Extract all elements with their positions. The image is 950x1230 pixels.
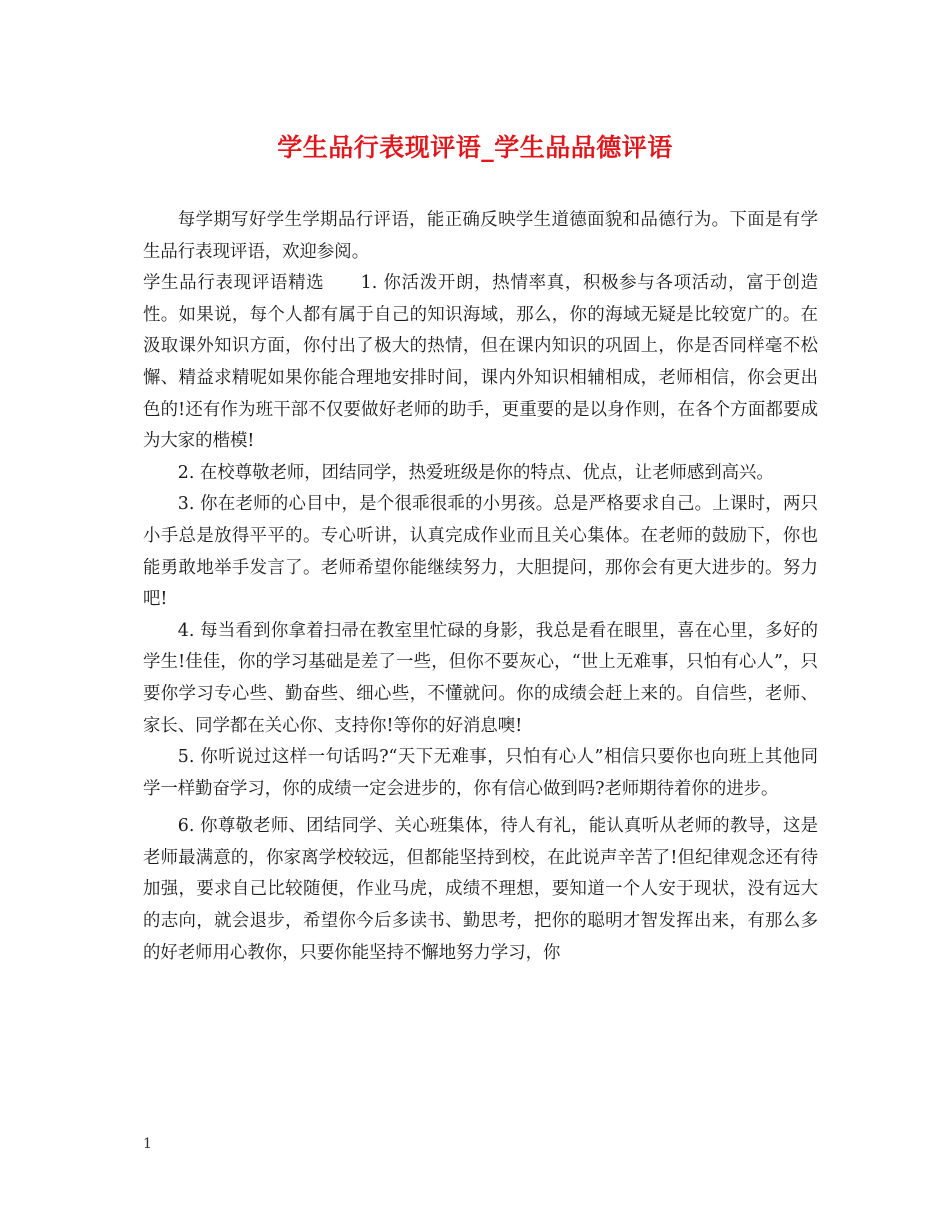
comment-paragraph-1: 学生品行表现评语精选 1. 你活泼开朗，热情率真，积极参与各项活动，富于创造性。如果说，每个人都有属于自己的知识海域，那么，你的海域无疑是比较宽广的。在汲取课外知识方面，你付出了极大的热情，但在课内知识的巩固上，你是否同样毫不松懈、精益求精呢如果你能合理地安排时间，课内外知识相辅相成，老师相信，你会更出色的!还有作为班干部不仅要做好老师的助手，更重要的是以身作则，在各个方面都要成为大家的楷模!: [143, 273, 818, 452]
intro-paragraph: 每学期写好学生学期品行评语，能正确反映学生道德面貌和品德行为。下面是有学生品行表现评语，欢迎参阅。: [143, 210, 818, 262]
document-body: [143, 205, 818, 969]
document-title: 学生品行表现评语_学生品品德评语: [277, 133, 673, 162]
comment-paragraph-2: 2. 在校尊敬老师，团结同学，热爱班级是你的特点、优点，让老师感到高兴。: [177, 462, 774, 483]
comment-paragraph-4: 4. 每当看到你拿着扫帚在教室里忙碌的身影，我总是看在眼里，喜在心里，多好的学生!佳佳，你的学习基础是差了一些，但你不要灰心，“世上无难事，只怕有心人”，只要你学习专心些、勤奋些、细心些，不懂就问。你的成绩会赶上来的。自信些，老师、家长、同学都在关心你、支持你!等你的好消息噢!: [143, 620, 818, 736]
comment-paragraph-3: 3. 你在老师的心目中，是个很乖很乖的小男孩。总是严格要求自己。上课时，两只小手总是放得平平的。专心听讲，认真完成作业而且关心集体。在老师的鼓励下，你也能勇敢地举手发言了。老师希望你能继续努力，大胆提问，那你会有更大进步的。努力吧!: [143, 494, 818, 610]
comment-paragraph-6: 6. 你尊敬老师、团结同学、关心班集体，待人有礼，能认真听从老师的教导，这是老师最满意的，你家离学校较远，但都能坚持到校，在此说声辛苦了!但纪律观念还有待加强，要求自己比较随便，作业马虎，成绩不理想，要知道一个人安于现状，没有远大的志向，就会退步，希望你今后多读书、勤思考，把你的聪明才智发挥出来，有那么多的好老师用心教你，只要你能坚持不懈地努力学习，你: [143, 816, 818, 963]
comment-paragraph-5: 5. 你听说过这样一句话吗?“天下无难事，只怕有心人”相信只要你也向班上其他同学一样勤奋学习，你的成绩一定会进步的，你有信心做到吗?老师期待着你的进步。: [143, 747, 818, 799]
page-number: 1: [143, 1136, 152, 1152]
